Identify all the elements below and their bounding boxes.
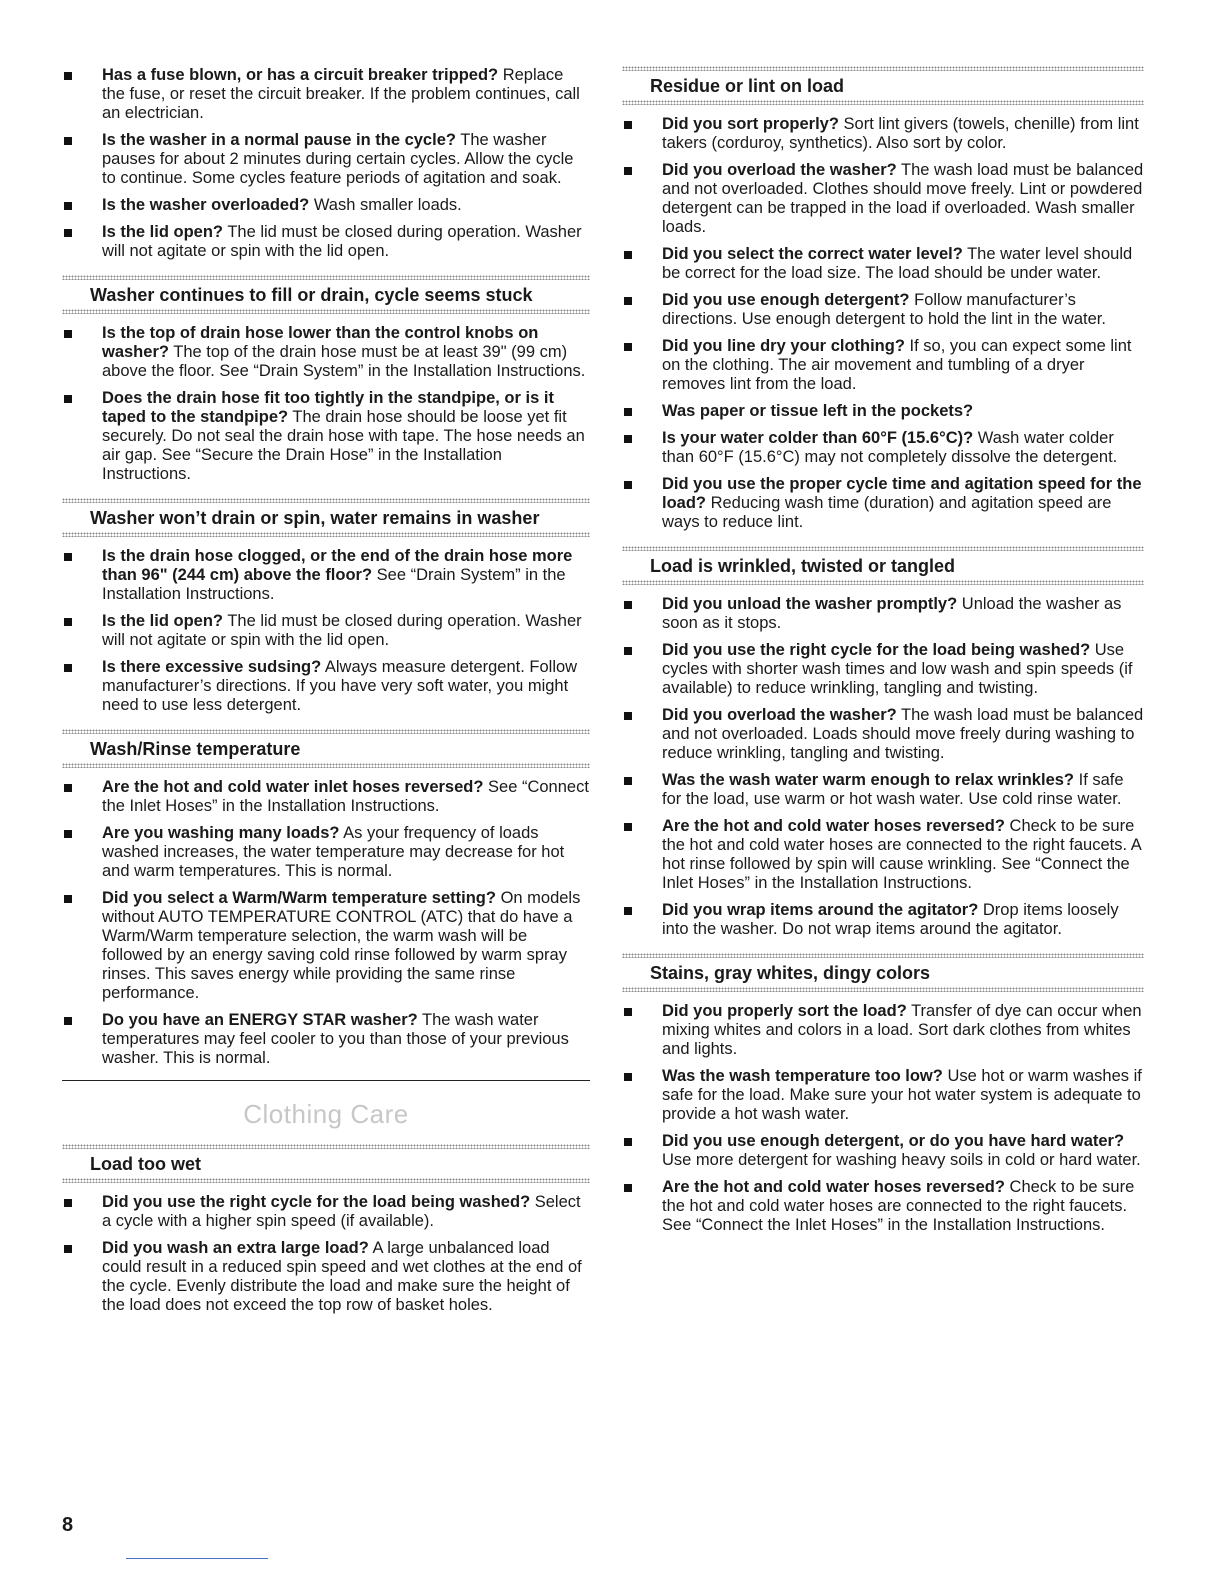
bullet-icon (64, 137, 72, 145)
section-title: Wash/Rinse temperature (90, 739, 301, 759)
section-header (622, 66, 1144, 105)
item-question: Did you use enough detergent? (662, 291, 910, 309)
bullet-icon (64, 1245, 72, 1253)
section-title: Load too wet (90, 1154, 201, 1174)
troubleshooting-item (622, 901, 1144, 939)
item-answer: Reducing wash time (duration) and agitation speed are ways to reduce lint. (662, 494, 1112, 531)
bullet-icon (64, 1199, 72, 1207)
dotted-rule (62, 532, 590, 537)
item-question: Did you select the correct water level? (662, 245, 963, 263)
item-question: Was paper or tissue left in the pockets? (662, 402, 974, 420)
item-answer: Sort lint givers (towels, chenille) from lint takers (corduroy, synthetics). Also sort by color. (662, 115, 1139, 152)
bullet-icon (64, 1017, 72, 1025)
item-answer: The wash load must be balanced and not overloaded. Loads should move freely during washing to reduce wrinkling, tangling and twisting. (662, 706, 1144, 762)
item-question: Did you use enough detergent, or do you have hard water? (662, 1132, 1125, 1150)
item-answer: If so, you can expect some lint on the clothing. The air movement and tumbling of a dryer removes lint from the load. (662, 337, 1132, 393)
bullet-icon (624, 712, 632, 720)
item-question: Is the lid open? (102, 612, 224, 630)
bullet-icon (624, 601, 632, 609)
right-column (622, 66, 1144, 1243)
item-question: Did you use the right cycle for the load being washed? (662, 641, 1091, 659)
section-header (62, 498, 590, 537)
item-answer: Replace the fuse, or reset the circuit breaker. If the problem continues, call an electrician. (102, 66, 580, 122)
item-answer: The lid must be closed during operation. Washer will not agitate or spin with the lid open. (102, 223, 582, 260)
item-question: Is the lid open? (102, 223, 224, 241)
bullet-icon (624, 297, 632, 305)
item-question: Is there excessive sudsing? (102, 658, 322, 676)
item-question: Is your water colder than 60°F (15.6°C)? (662, 429, 974, 447)
bullet-icon (64, 784, 72, 792)
troubleshooting-item (622, 1132, 1144, 1170)
troubleshooting-item (622, 245, 1144, 283)
item-answer: A large unbalanced load could result in a reduced spin speed and wet clothes at the end of the cycle. Evenly distribute the load and make sure the height of the load does not exceed the top row of basket holes. (102, 1239, 582, 1314)
troubleshooting-item (62, 612, 590, 650)
item-answer: The top of the drain hose must be at least 39" (99 cm) above the floor. See “Drain System” in the Installation Instructions. (102, 343, 586, 380)
troubleshooting-item (622, 291, 1144, 329)
item-answer: Follow manufacturer’s directions. Use enough detergent to hold the lint in the water. (662, 291, 1106, 328)
item-question: Did you overload the washer? (662, 161, 897, 179)
bullet-icon (624, 1184, 632, 1192)
item-question: Do you have an ENERGY STAR washer? (102, 1011, 418, 1029)
troubleshooting-item (62, 778, 590, 816)
item-question: Did you overload the washer? (662, 706, 897, 724)
item-answer: The water level should be correct for the load size. The load should be under water. (662, 245, 1133, 282)
item-answer: Use hot or warm washes if safe for the load. Make sure your hot water system is adequate to provide a hot wash water. (662, 1067, 1142, 1123)
troubleshooting-item (62, 223, 590, 261)
troubleshooting-item (62, 1193, 590, 1231)
troubleshooting-item (622, 402, 1144, 421)
bullet-icon (64, 395, 72, 403)
bullet-icon (64, 72, 72, 80)
item-answer: Use more detergent for washing heavy soils in cold or hard water. (662, 1151, 1141, 1169)
item-question: Is the top of drain hose lower than the control knobs on washer? (102, 324, 539, 361)
item-answer: See “Connect the Inlet Hoses” in the Installation Instructions. (102, 778, 589, 815)
troubleshooting-item (62, 824, 590, 881)
bullet-icon (624, 481, 632, 489)
bullet-icon (64, 553, 72, 561)
dotted-rule (62, 1178, 590, 1183)
troubleshooting-item (622, 641, 1144, 698)
item-answer: As your frequency of loads washed increases, the water temperature may decrease for hot and warm temperatures. This is normal. (102, 824, 565, 880)
item-answer: Drop items loosely into the washer. Do not wrap items around the agitator. (662, 901, 1119, 938)
item-question: Are the hot and cold water hoses reversed? (662, 817, 1005, 835)
section-header (622, 546, 1144, 585)
item-question: Has a fuse blown, or has a circuit breaker tripped? (102, 66, 499, 84)
troubleshooting-item (62, 66, 590, 123)
bullet-icon (624, 408, 632, 416)
troubleshooting-item (62, 658, 590, 715)
troubleshooting-item (62, 389, 590, 484)
item-question: Did you use the proper cycle time and agitation speed for the load? (662, 475, 1142, 512)
footer-rule (126, 1558, 268, 1559)
item-answer: Check to be sure the hot and cold water hoses are connected to the right faucets. A hot rinse followed by spin will cause wrinkling. See “Connect the Inlet Hoses” in the Installation Instructions. (662, 817, 1141, 892)
bullet-icon (624, 251, 632, 259)
item-question: Is the drain hose clogged, or the end of the drain hose more than 96" (244 cm) above the floor? (102, 547, 573, 584)
troubleshooting-item (62, 196, 590, 215)
item-question: Did you unload the washer promptly? (662, 595, 958, 613)
item-answer: See “Drain System” in the Installation Instructions. (102, 566, 566, 603)
troubleshooting-item (62, 1239, 590, 1315)
dotted-rule (622, 100, 1144, 105)
bullet-icon (624, 343, 632, 351)
item-question: Did you wash an extra large load? (102, 1239, 369, 1257)
troubleshooting-item (622, 817, 1144, 893)
bullet-icon (624, 1073, 632, 1081)
item-answer: The lid must be closed during operation. Washer will not agitate or spin with the lid open. (102, 612, 582, 649)
section-title: Load is wrinkled, twisted or tangled (650, 556, 956, 576)
item-question: Did you select a Warm/Warm temperature setting? (102, 889, 496, 907)
bullet-icon (624, 907, 632, 915)
troubleshooting-item (622, 115, 1144, 153)
section-title: Washer won’t drain or spin, water remains in washer (90, 508, 540, 528)
left-column (62, 66, 590, 1323)
troubleshooting-item (622, 1178, 1144, 1235)
troubleshooting-item (622, 706, 1144, 763)
bullet-icon (624, 1138, 632, 1146)
clothing-care-heading: Clothing Care (243, 1099, 409, 1129)
item-answer: If safe for the load, use warm or hot wash water. Use cold rinse water. (662, 771, 1124, 808)
item-question: Are you washing many loads? (102, 824, 340, 842)
bullet-icon (624, 777, 632, 785)
section-header (62, 275, 590, 314)
section-title: Washer continues to fill or drain, cycle seems stuck (90, 285, 533, 305)
troubleshooting-item (622, 337, 1144, 394)
bullet-icon (64, 229, 72, 237)
troubleshooting-item (622, 1067, 1144, 1124)
troubleshooting-item (622, 1002, 1144, 1059)
section-title: Stains, gray whites, dingy colors (650, 963, 931, 983)
item-answer: On models without AUTO TEMPERATURE CONTROL (ATC) that do have a Warm/Warm temperature selection, the warm wash will be followed by an energy saving cold rinse followed by warm spray rinses. This saves energy while providing the same rinse performance. (102, 889, 581, 1002)
bullet-icon (624, 823, 632, 831)
item-question: Did you use the right cycle for the load being washed? (102, 1193, 531, 1211)
item-question: Did you sort properly? (662, 115, 839, 133)
item-question: Did you properly sort the load? (662, 1002, 907, 1020)
item-answer: Select a cycle with a higher spin speed (if available). (102, 1193, 581, 1230)
troubleshooting-item (622, 161, 1144, 237)
item-question: Does the drain hose fit too tightly in the standpipe, or is it taped to the standpipe? (102, 389, 554, 426)
section-header (62, 1144, 590, 1183)
troubleshooting-item (62, 547, 590, 604)
troubleshooting-item (62, 324, 590, 381)
item-answer: The drain hose should be loose yet fit securely. Do not seal the drain hose with tape. The hose needs an air gap. See “Secure the Drain Hose” in the Installation Instructions. (102, 408, 585, 483)
item-answer: Always measure detergent. Follow manufacturer’s directions. If you have very soft water, you might need to use less detergent. (102, 658, 578, 714)
troubleshooting-item (622, 475, 1144, 532)
bullet-icon (624, 1008, 632, 1016)
bullet-icon (624, 167, 632, 175)
item-question: Was the wash temperature too low? (662, 1067, 943, 1085)
item-question: Did you wrap items around the agitator? (662, 901, 979, 919)
item-answer: Wash water colder than 60°F (15.6°C) may not completely dissolve the detergent. (662, 429, 1118, 466)
item-question: Did you line dry your clothing? (662, 337, 905, 355)
item-answer: Transfer of dye can occur when mixing whites and colors in a load. Sort dark clothes from whites and lights. (662, 1002, 1142, 1058)
item-question: Was the wash water warm enough to relax wrinkles? (662, 771, 1075, 789)
item-answer: Use cycles with shorter wash times and low wash and spin speeds (if available) to reduce wrinkling, tangling and twisting. (662, 641, 1133, 697)
bullet-icon (624, 435, 632, 443)
item-answer: Check to be sure the hot and cold water hoses are connected to the right faucets. See “Connect the Inlet Hoses” in the Installation Instructions. (662, 1178, 1135, 1234)
section-header (622, 953, 1144, 992)
dotted-rule (622, 580, 1144, 585)
bullet-icon (64, 202, 72, 210)
section-divider (62, 1080, 590, 1081)
item-question: Are the hot and cold water inlet hoses reversed? (102, 778, 484, 796)
bullet-icon (64, 618, 72, 626)
troubleshooting-item (62, 1011, 590, 1068)
dotted-rule (62, 763, 590, 768)
section-header (62, 729, 590, 768)
item-question: Is the washer in a normal pause in the cycle? (102, 131, 456, 149)
bullet-icon (624, 121, 632, 129)
item-answer: The wash water temperatures may feel cooler to you than those of your previous washer. This is normal. (102, 1011, 569, 1067)
bullet-icon (624, 647, 632, 655)
troubleshooting-item (62, 131, 590, 188)
item-answer: Unload the washer as soon as it stops. (662, 595, 1122, 632)
troubleshooting-item (622, 771, 1144, 809)
item-question: Is the washer overloaded? (102, 196, 310, 214)
troubleshooting-item (62, 889, 590, 1003)
page-number: 8 (62, 1514, 74, 1536)
item-answer: The wash load must be balanced and not overloaded. Clothes should move freely. Lint or powdered detergent can be trapped in the load if overloaded. Wash smaller loads. (662, 161, 1144, 236)
item-question: Are the hot and cold water hoses reversed? (662, 1178, 1005, 1196)
bullet-icon (64, 830, 72, 838)
troubleshooting-item (622, 595, 1144, 633)
item-answer: The washer pauses for about 2 minutes during certain cycles. Allow the cycle to continue. Some cycles feature periods of agitation and soak. (102, 131, 574, 187)
dotted-rule (62, 309, 590, 314)
dotted-rule (622, 987, 1144, 992)
section-title: Residue or lint on load (650, 76, 845, 96)
bullet-icon (64, 664, 72, 672)
bullet-icon (64, 330, 72, 338)
bullet-icon (64, 895, 72, 903)
item-answer: Wash smaller loads. (313, 196, 462, 214)
troubleshooting-item (622, 429, 1144, 467)
